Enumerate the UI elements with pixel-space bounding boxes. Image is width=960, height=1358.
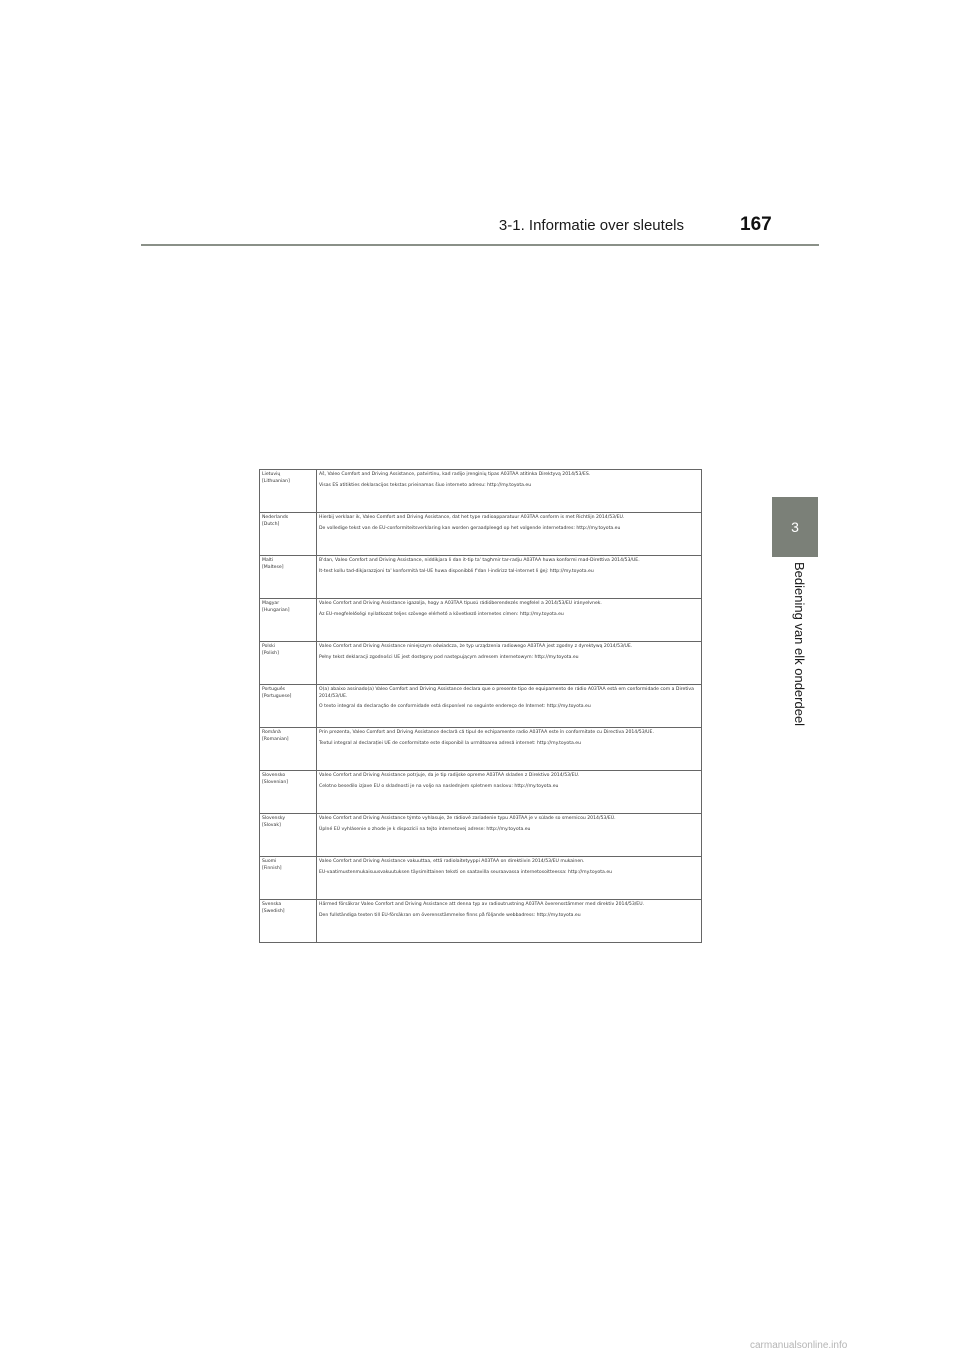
language-english: [Dutch]: [262, 521, 280, 527]
language-cell: [260, 599, 317, 642]
table-row: [260, 900, 702, 943]
language-cell: [260, 728, 317, 771]
declaration-table: [259, 469, 702, 943]
table-row: [260, 556, 702, 599]
declaration-cell: [317, 513, 702, 556]
language-native: Português: [262, 687, 286, 692]
table-row: [260, 513, 702, 556]
declaration-paragraph: Den fullständiga texten till EU-försäkran om överensstämmelse finns på följande webbadress: http://my.toyota.eu: [319, 912, 581, 918]
language-cell: [260, 814, 317, 857]
language-english: [Romanian]: [262, 736, 289, 742]
declaration-paragraph: EU-vaatimustenmukaisuusvakuutuksen täysimittainen teksti on saatavilla seuraavassa internetosoitteessa: http://my.toyota.eu: [319, 869, 613, 875]
table-row: [260, 814, 702, 857]
language-cell: [260, 513, 317, 556]
chapter-tab: [772, 497, 818, 557]
footer-watermark: carmanualsonline.info: [750, 1340, 848, 1351]
table-row: [260, 642, 702, 685]
table-row: [260, 857, 702, 900]
section-title: 3-1. Informatie over sleutels: [498, 217, 684, 234]
language-english: [Maltese]: [262, 564, 284, 570]
table-row: [260, 728, 702, 771]
language-english: [Finnish]: [262, 865, 282, 871]
language-native: Suomi: [262, 859, 277, 864]
declaration-cell: [317, 556, 702, 599]
declaration-paragraph: Celotno besedilo izjave EU o skladnosti je na voljo na naslednjem spletnem naslovu: http://my.toyota.eu: [319, 783, 559, 789]
declaration-cell: [317, 814, 702, 857]
declaration-cell: [317, 642, 702, 685]
table-row: [260, 599, 702, 642]
language-english: [Hungarian]: [262, 607, 290, 613]
declaration-paragraph: De volledige tekst van de EU-conformiteitsverklaring kan worden geraadpleegd op het volgende internetadres: http://my.toyota.eu: [319, 525, 621, 531]
declaration-paragraph: Az EU-megfelelőségi nyilatkozat teljes szövege elérhető a következő internetes címen: http://my.toyota.eu: [319, 611, 564, 617]
declaration-paragraph: Härmed försäkrar Valeo Comfort and Driving Assistance att denna typ av radioutrustning A03TAA överensstämmer med direktiv 2014/53/EU.: [319, 902, 645, 907]
language-cell: [260, 685, 317, 728]
language-cell: [260, 857, 317, 900]
language-english: [Swedish]: [262, 908, 285, 914]
declaration-cell: [317, 728, 702, 771]
page-number: 167: [740, 214, 772, 235]
declaration-paragraph: Úplné EÚ vyhlásenie o zhode je k dispozícii na tejto internetovej adrese: http://my.toyota.eu: [319, 826, 531, 832]
table-row: [260, 771, 702, 814]
declaration-paragraph: It-test kollu tad-dikjarazzjoni ta' konformità tal-UE huwa disponibbli f'dan l-indirizz tal-internet li ġej: http://my.toyota.eu: [319, 568, 594, 574]
declaration-paragraph: Textul integral al declarației UE de conformitate este disponibil la următoarea adresă internet: http://my.toyota.eu: [319, 740, 582, 746]
declaration-cell: [317, 599, 702, 642]
language-cell: [260, 771, 317, 814]
language-native: Magyar: [262, 601, 280, 606]
table-row: [260, 685, 702, 728]
table-row: [260, 470, 702, 513]
declaration-paragraph: O(a) abaixo assinado(a) Valeo Comfort and Driving Assistance declara que o presente tipo de equipamento de rádio A03TAA está em conformidade com a Diretiva 2014/53/UE.: [319, 687, 694, 699]
declaration-cell: [317, 771, 702, 814]
language-cell: [260, 642, 317, 685]
language-native: Lietuvių: [262, 472, 281, 477]
declaration-cell: [317, 857, 702, 900]
declaration-paragraph: B'dan, Valeo Comfort and Driving Assistance, niddikjara li dan it-tip ta' tagħmir tar-radju A03TAA huwa konformi mad-Direttiva 2014/53/UE.: [319, 558, 640, 563]
declaration-paragraph: Aš, Valeo Comfort and Driving Assistance, patvirtinu, kad radijo įrenginių tipas A03TAA atitinka Direktyvą 2014/53/ES.: [319, 472, 591, 477]
declaration-paragraph: Valeo Comfort and Driving Assistance niniejszym oświadcza, że typ urządzenia radiowego A03TAA jest zgodny z dyrektywą 2014/53/UE.: [319, 644, 633, 649]
declaration-paragraph: Prin prezenta, Valeo Comfort and Driving Assistance declară că tipul de echipamente radio A03TAA este în conformitate cu Directiva 2014/53/UE.: [319, 730, 654, 735]
language-native: Română: [262, 730, 281, 735]
language-native: Polski: [262, 644, 276, 649]
language-cell: [260, 556, 317, 599]
language-cell: [260, 900, 317, 943]
declaration-paragraph: Hierbij verklaar ik, Valeo Comfort and Driving Assistance, dat het type radioapparatuur A03TAA conform is met Richtlijn 2014/53/EU.: [319, 515, 625, 520]
declaration-cell: [317, 900, 702, 943]
declaration-paragraph: Valeo Comfort and Driving Assistance potrjuje, da je tip radijske opreme A03TAA skladen z Direktivo 2014/53/EU.: [319, 773, 580, 778]
chapter-title: Bediening van elk onderdeel: [792, 562, 807, 727]
declaration-paragraph: O texto integral da declaração de conformidade está disponível no seguinte endereço de Internet: http://my.toyota.eu: [319, 704, 591, 710]
language-english: [Portuguese]: [262, 693, 292, 699]
language-native: Slovensky: [262, 816, 286, 821]
declaration-paragraph: Pełny tekst deklaracji zgodności UE jest dostępny pod następującym adresem internetowym: http://my.toyota.eu: [319, 654, 579, 660]
language-cell: [260, 470, 317, 513]
declaration-paragraph: Valeo Comfort and Driving Assistance týmto vyhlasuje, že rádiové zariadenie typu A03TAA je v súlade so smernicou 2014/53/EÚ.: [319, 816, 616, 821]
language-english: [Polish]: [262, 650, 279, 656]
declaration-cell: [317, 470, 702, 513]
language-native: Malti: [262, 558, 274, 563]
language-english: [Slovenian]: [262, 779, 289, 785]
declaration-paragraph: Valeo Comfort and Driving Assistance igazolja, hogy a A03TAA típusú rádióberendezés megfelel a 2014/53/EU irányelvnek.: [319, 601, 602, 606]
declaration-cell: [317, 685, 702, 728]
declaration-paragraph: Visas ES atitikties deklaracijos tekstas prieinamas šiuo interneto adresu: http://my.toyota.eu: [319, 482, 532, 488]
language-english: [Lithuanian]: [262, 478, 290, 484]
language-english: [Slovak]: [262, 822, 281, 828]
language-native: Nederlands: [262, 515, 289, 520]
language-native: Slovensko: [262, 773, 286, 778]
language-native: Svenska: [262, 902, 282, 907]
header-divider: [141, 244, 819, 246]
declaration-paragraph: Valeo Comfort and Driving Assistance vakuuttaa, että radiolaitetyyppi A03TAA on direktiivin 2014/53/EU mukainen.: [319, 859, 585, 864]
chapter-number: 3: [791, 519, 799, 535]
